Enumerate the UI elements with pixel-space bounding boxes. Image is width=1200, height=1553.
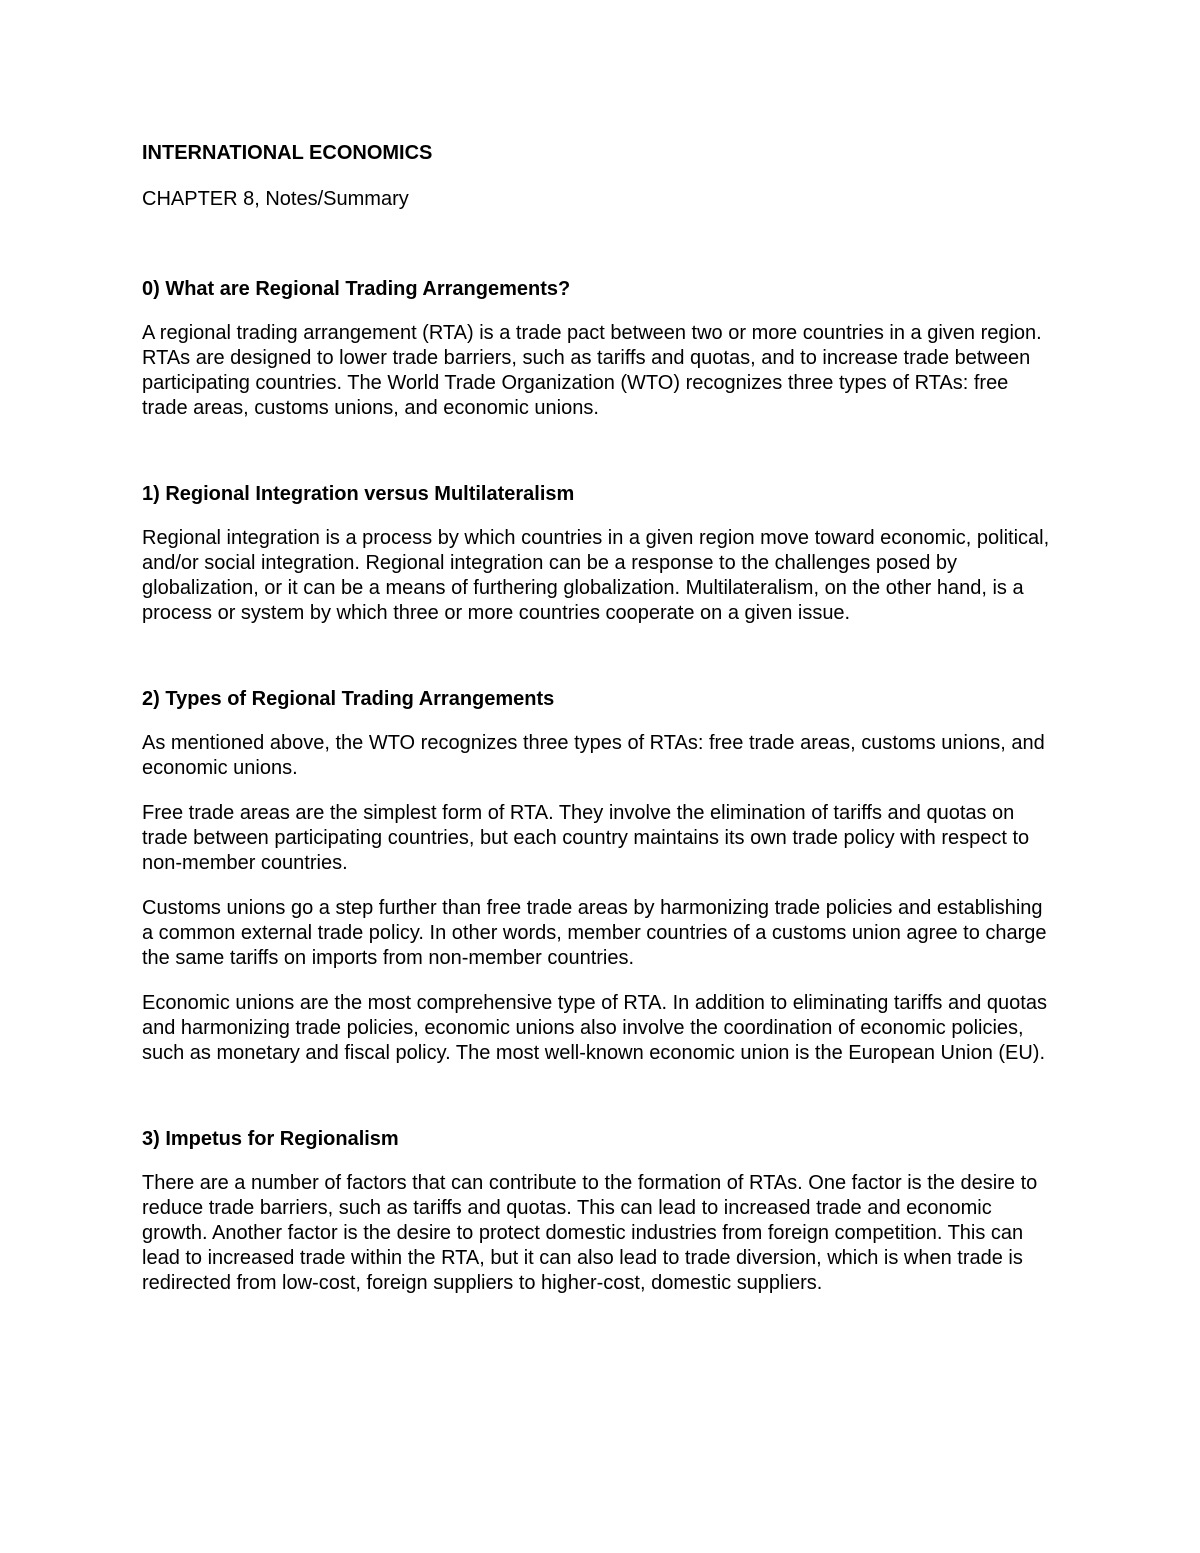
section-what-are-rtas — [142, 277, 1054, 421]
section-heading: 1) Regional Integration versus Multilateralism — [142, 483, 575, 505]
section-paragraph: Free trade areas are the simplest form of RTA. They involve the elimination of tariffs and quotas on trade between participating countries, but each country maintains its own trade policy with respect to non-member countries. — [142, 802, 1030, 874]
document-title: INTERNATIONAL ECONOMICS — [142, 142, 433, 164]
section-paragraph: There are a number of factors that can contribute to the formation of RTAs. One factor is the desire to reduce trade barriers, such as tariffs and quotas. This can lead to increased trade and economic growth. Another factor is the desire to protect domestic industries from foreign competition. This can lead to increased trade within the RTA, but it can also lead to trade diversion, which is when trade is redirected from low-cost, foreign suppliers to higher-cost, domestic suppliers. — [142, 1172, 1038, 1294]
section-heading: 2) Types of Regional Trading Arrangements — [142, 688, 555, 710]
section-impetus-for-regionalism — [142, 1127, 1054, 1296]
section-heading: 3) Impetus for Regionalism — [142, 1128, 399, 1150]
section-types-of-rtas — [142, 687, 1054, 1066]
section-paragraph: Customs unions go a step further than free trade areas by harmonizing trade policies and establishing a common external trade policy. In other words, member countries of a customs union agree to charge the same tariffs on imports from non-member countries. — [142, 897, 1047, 969]
section-regional-integration — [142, 482, 1054, 626]
section-heading: 0) What are Regional Trading Arrangements? — [142, 278, 571, 300]
document-subtitle: CHAPTER 8, Notes/Summary — [142, 188, 409, 210]
section-paragraph: As mentioned above, the WTO recognizes three types of RTAs: free trade areas, customs unions, and economic unions. — [142, 732, 1045, 779]
section-paragraph: A regional trading arrangement (RTA) is a trade pact between two or more countries in a given region. RTAs are designed to lower trade barriers, such as tariffs and quotas, and to increase trade between participating countries. The World Trade Organization (WTO) recognizes three types of RTAs: free trade areas, customs unions, and economic unions. — [142, 322, 1042, 419]
section-paragraph: Regional integration is a process by which countries in a given region move toward economic, political, and/or social integration. Regional integration can be a response to the challenges posed by globalization, or it can be a means of furthering globalization. Multilateralism, on the other hand, is a process or system by which three or more countries cooperate on a given issue. — [142, 527, 1050, 624]
document-page — [142, 141, 1054, 1296]
section-paragraph: Economic unions are the most comprehensive type of RTA. In addition to eliminating tariffs and quotas and harmonizing trade policies, economic unions also involve the coordination of economic policies, such as monetary and fiscal policy. The most well-known economic union is the European Union (EU). — [142, 992, 1047, 1064]
